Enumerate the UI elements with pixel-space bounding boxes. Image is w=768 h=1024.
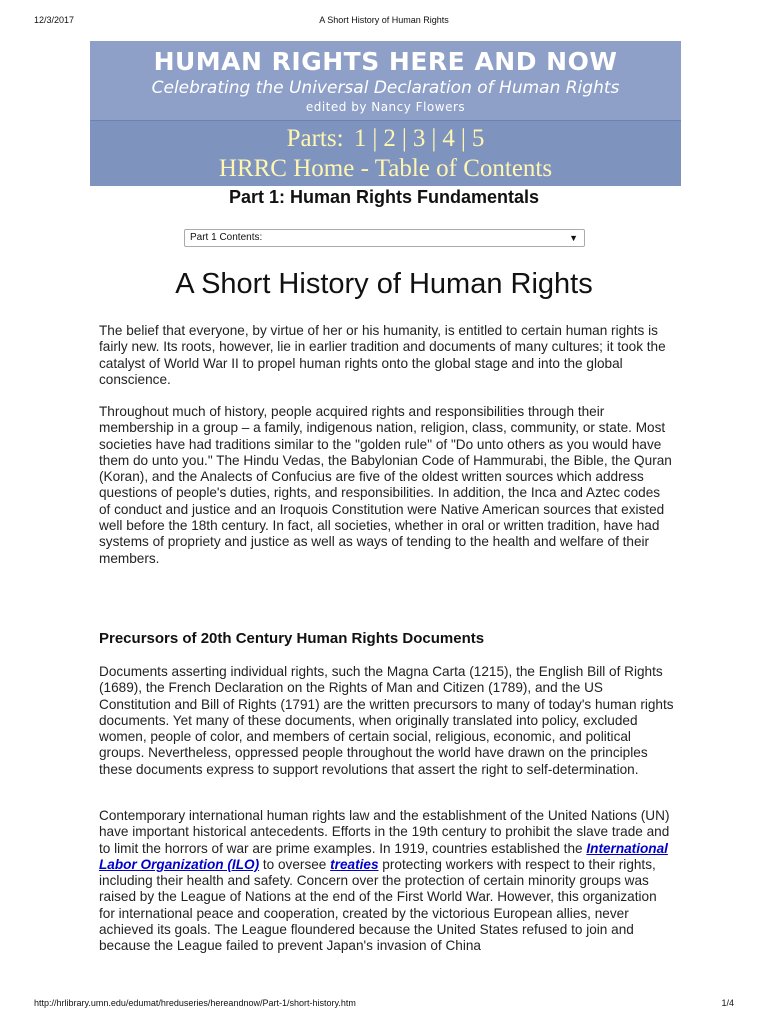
parts-separator: | <box>401 125 407 152</box>
print-url: http://hrlibrary.umn.edu/edumat/hreduseries/hereandnow/Part-1/short-history.htm <box>34 998 356 1008</box>
banner-subtitle: Celebrating the Universal Declaration of Human Rights <box>151 78 620 98</box>
home-toc-link[interactable]: HRRC Home - Table of Contents <box>218 155 553 182</box>
banner <box>90 41 681 186</box>
paragraph-intro: The belief that everyone, by virtue of her or his humanity, is entitled to certain human rights is fairly new. Its roots, however, lie in earlier tradition and documents of many cultures; it took the catalyst of World War II to propel human rights onto the global stage and into the global conscience. <box>99 323 666 387</box>
paragraph-history: Throughout much of history, people acquired rights and responsibilities through their membership in a group – a family, indigenous nation, religion, class, community, or state. Most societies have had traditions similar to the "golden rule" of "Do unto others as you would have them do unto you." The Hindu Vedas, the Babylonian Code of Hammurabi, the Bible, the Quran (Koran), and the Analects of Confucius are five of the oldest written sources which address questions of people's duties, rights, and responsibilities. In addition, the Inca and Aztec codes of conduct and justice and an Iroquois Constitution were Native American sources that existed well before the 18th century. In fact, all societies, whether in oral or written tradition, have had systems of propriety and justice as well as ways of tending to the health and welfare of their members. <box>99 404 672 566</box>
part-link-4[interactable]: 4 <box>442 125 455 152</box>
print-title: A Short History of Human Rights <box>319 15 449 25</box>
paragraph-text: to oversee <box>259 856 331 872</box>
print-date: 12/3/2017 <box>34 15 75 25</box>
parts-label: Parts: <box>286 125 344 152</box>
page-number: 1/4 <box>721 998 734 1008</box>
page-title: A Short History of Human Rights <box>175 268 593 300</box>
banner-nav <box>90 121 681 184</box>
parts-separator: | <box>431 125 437 152</box>
banner-editor: edited by Nancy Flowers <box>305 100 466 114</box>
part-link-2[interactable]: 2 <box>383 125 396 152</box>
paragraph-text: Contemporary international human rights law and the establishment of the United Nations (UN) have important historical antecedents. Efforts in the 19th century to prohibit the slave trade and to limit the horrors of war are prime examples. In 1919, countries established the <box>99 808 670 856</box>
banner-title: HUMAN RIGHTS HERE AND NOW <box>153 47 618 76</box>
ilo-link[interactable]: International Labor Organization (ILO) <box>99 840 668 872</box>
paragraph-text: protecting workers with respect to their rights, including their health and safety. Concern over the protection of certain minority groups was raised by the League of Nations at the end of the First World War. However, this organization for international peace and cooperation, created by the victorious European allies, never achieved its goals. The League floundered because the United States refused to join and because the League failed to prevent Japan's invasion of China <box>99 856 657 954</box>
parts-nav <box>90 121 681 154</box>
banner-title-block <box>90 41 681 121</box>
contents-dropdown[interactable] <box>184 229 585 247</box>
chevron-down-icon: ▼ <box>569 233 578 243</box>
section-heading: Precursors of 20th Century Human Rights Documents <box>99 630 485 647</box>
part-link-1[interactable]: 1 <box>353 125 367 152</box>
dropdown-selected-value: Part 1 Contents: <box>190 232 263 243</box>
print-header <box>34 15 734 27</box>
part-heading: Part 1: Human Rights Fundamentals <box>228 187 540 207</box>
parts-separator: | <box>372 125 378 152</box>
part-link-3[interactable]: 3 <box>412 125 426 152</box>
paragraph-international-law <box>99 808 674 955</box>
parts-separator: | <box>460 125 466 152</box>
part-link-5[interactable]: 5 <box>471 125 485 152</box>
treaties-link[interactable]: treaties <box>330 856 379 872</box>
print-footer <box>34 998 734 1010</box>
paragraph-precursors: Documents asserting individual rights, such the Magna Carta (1215), the English Bill of Rights (1689), the French Declaration on the Rights of Man and Citizen (1789), and the US Constitution and Bill of Rights (1791) are the written precursors to many of today's human rights documents. Yet many of these documents, when originally translated into policy, excluded women, people of color, and members of certain social, religious, economic, and political groups. Nevertheless, oppressed people throughout the world have drawn on the principles these documents express to support revolutions that assert the right to self-determination. <box>99 664 674 777</box>
